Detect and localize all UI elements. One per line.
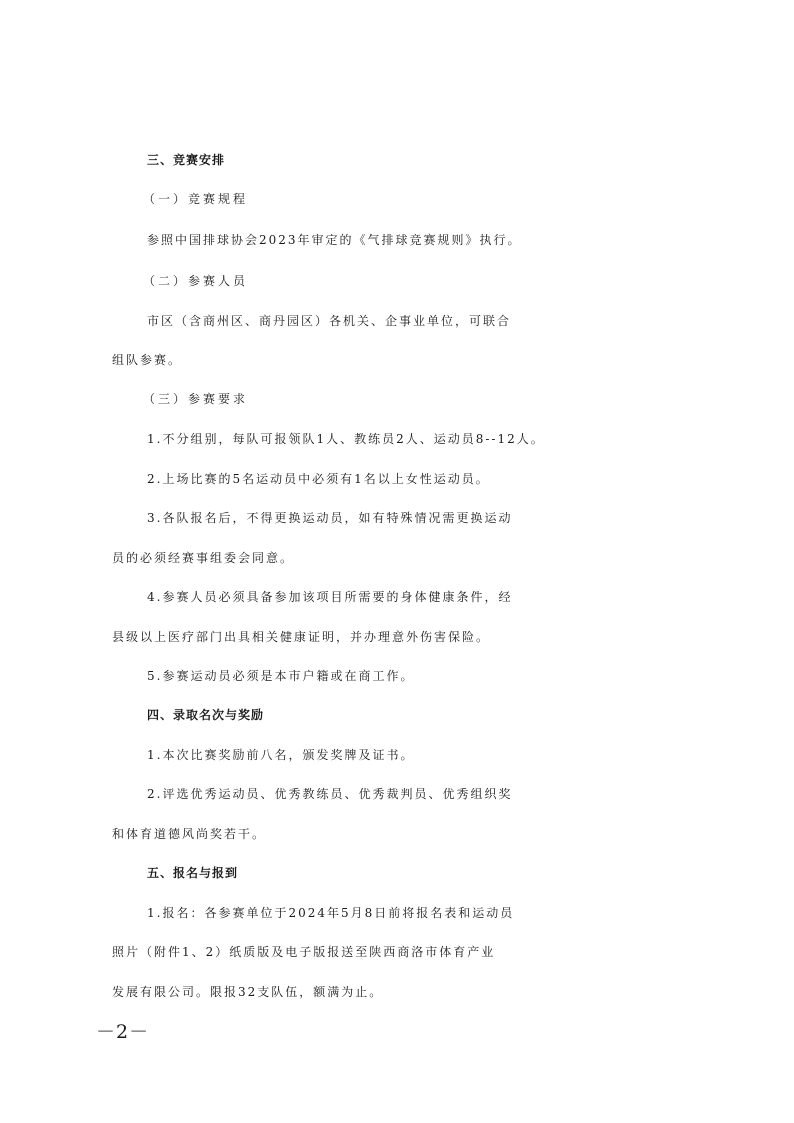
award-item-2-line2: 和体育道德风尚奖若干。 xyxy=(112,827,267,841)
requirement-3-line2: 员的必须经赛事组委会同意。 xyxy=(112,551,295,565)
requirement-2: 2.上场比赛的5名运动员中必须有1名以上女性运动员。 xyxy=(147,472,490,486)
requirement-4-line2: 县级以上医疗部门出具相关健康证明，并办理意外伤害保险。 xyxy=(112,630,491,644)
award-item-1: 1.本次比赛奖励前八名，颁发奖牌及证书。 xyxy=(147,748,415,762)
requirement-4-line1: 4.参赛人员必须具备参加该项目所需要的身体健康条件，经 xyxy=(147,590,513,604)
subheading-requirements: （三）参赛要求 xyxy=(143,392,249,406)
requirement-3-line1: 3.各队报名后，不得更换运动员，如有特殊情况需更换运动 xyxy=(147,511,513,525)
subheading-rules: （一）竞赛规程 xyxy=(143,192,249,206)
requirement-1: 1.不分组别，每队可报领队1人、教练员2人、运动员8--12人。 xyxy=(147,432,545,446)
section-heading-awards: 四、录取名次与奖励 xyxy=(147,708,265,722)
paragraph-participants-line2: 组队参赛。 xyxy=(112,353,183,367)
page-number: －2－ xyxy=(96,1021,150,1043)
section-heading-registration: 五、报名与报到 xyxy=(147,866,239,880)
subheading-participants: （二）参赛人员 xyxy=(143,274,249,288)
requirement-5: 5.参赛运动员必须是本市户籍或在商工作。 xyxy=(147,669,415,683)
paragraph-rules: 参照中国排球协会2023年审定的《气排球竞赛规则》执行。 xyxy=(147,233,522,247)
registration-item-1-line1: 1.报名：各参赛单位于2024年5月8日前将报名表和运动员 xyxy=(147,906,515,920)
registration-item-1-line3: 发展有限公司。限报32支队伍，额满为止。 xyxy=(112,985,384,999)
award-item-2-line1: 2.评选优秀运动员、优秀教练员、优秀裁判员、优秀组织奖 xyxy=(147,787,513,801)
paragraph-participants-line1: 市区（含商州区、商丹园区）各机关、企事业单位，可联合 xyxy=(147,314,512,328)
section-heading-competition: 三、竞赛安排 xyxy=(147,153,226,167)
registration-item-1-line2: 照片（附件1、2）纸质版及电子版报送至陕西商洛市体育产业 xyxy=(112,945,496,959)
